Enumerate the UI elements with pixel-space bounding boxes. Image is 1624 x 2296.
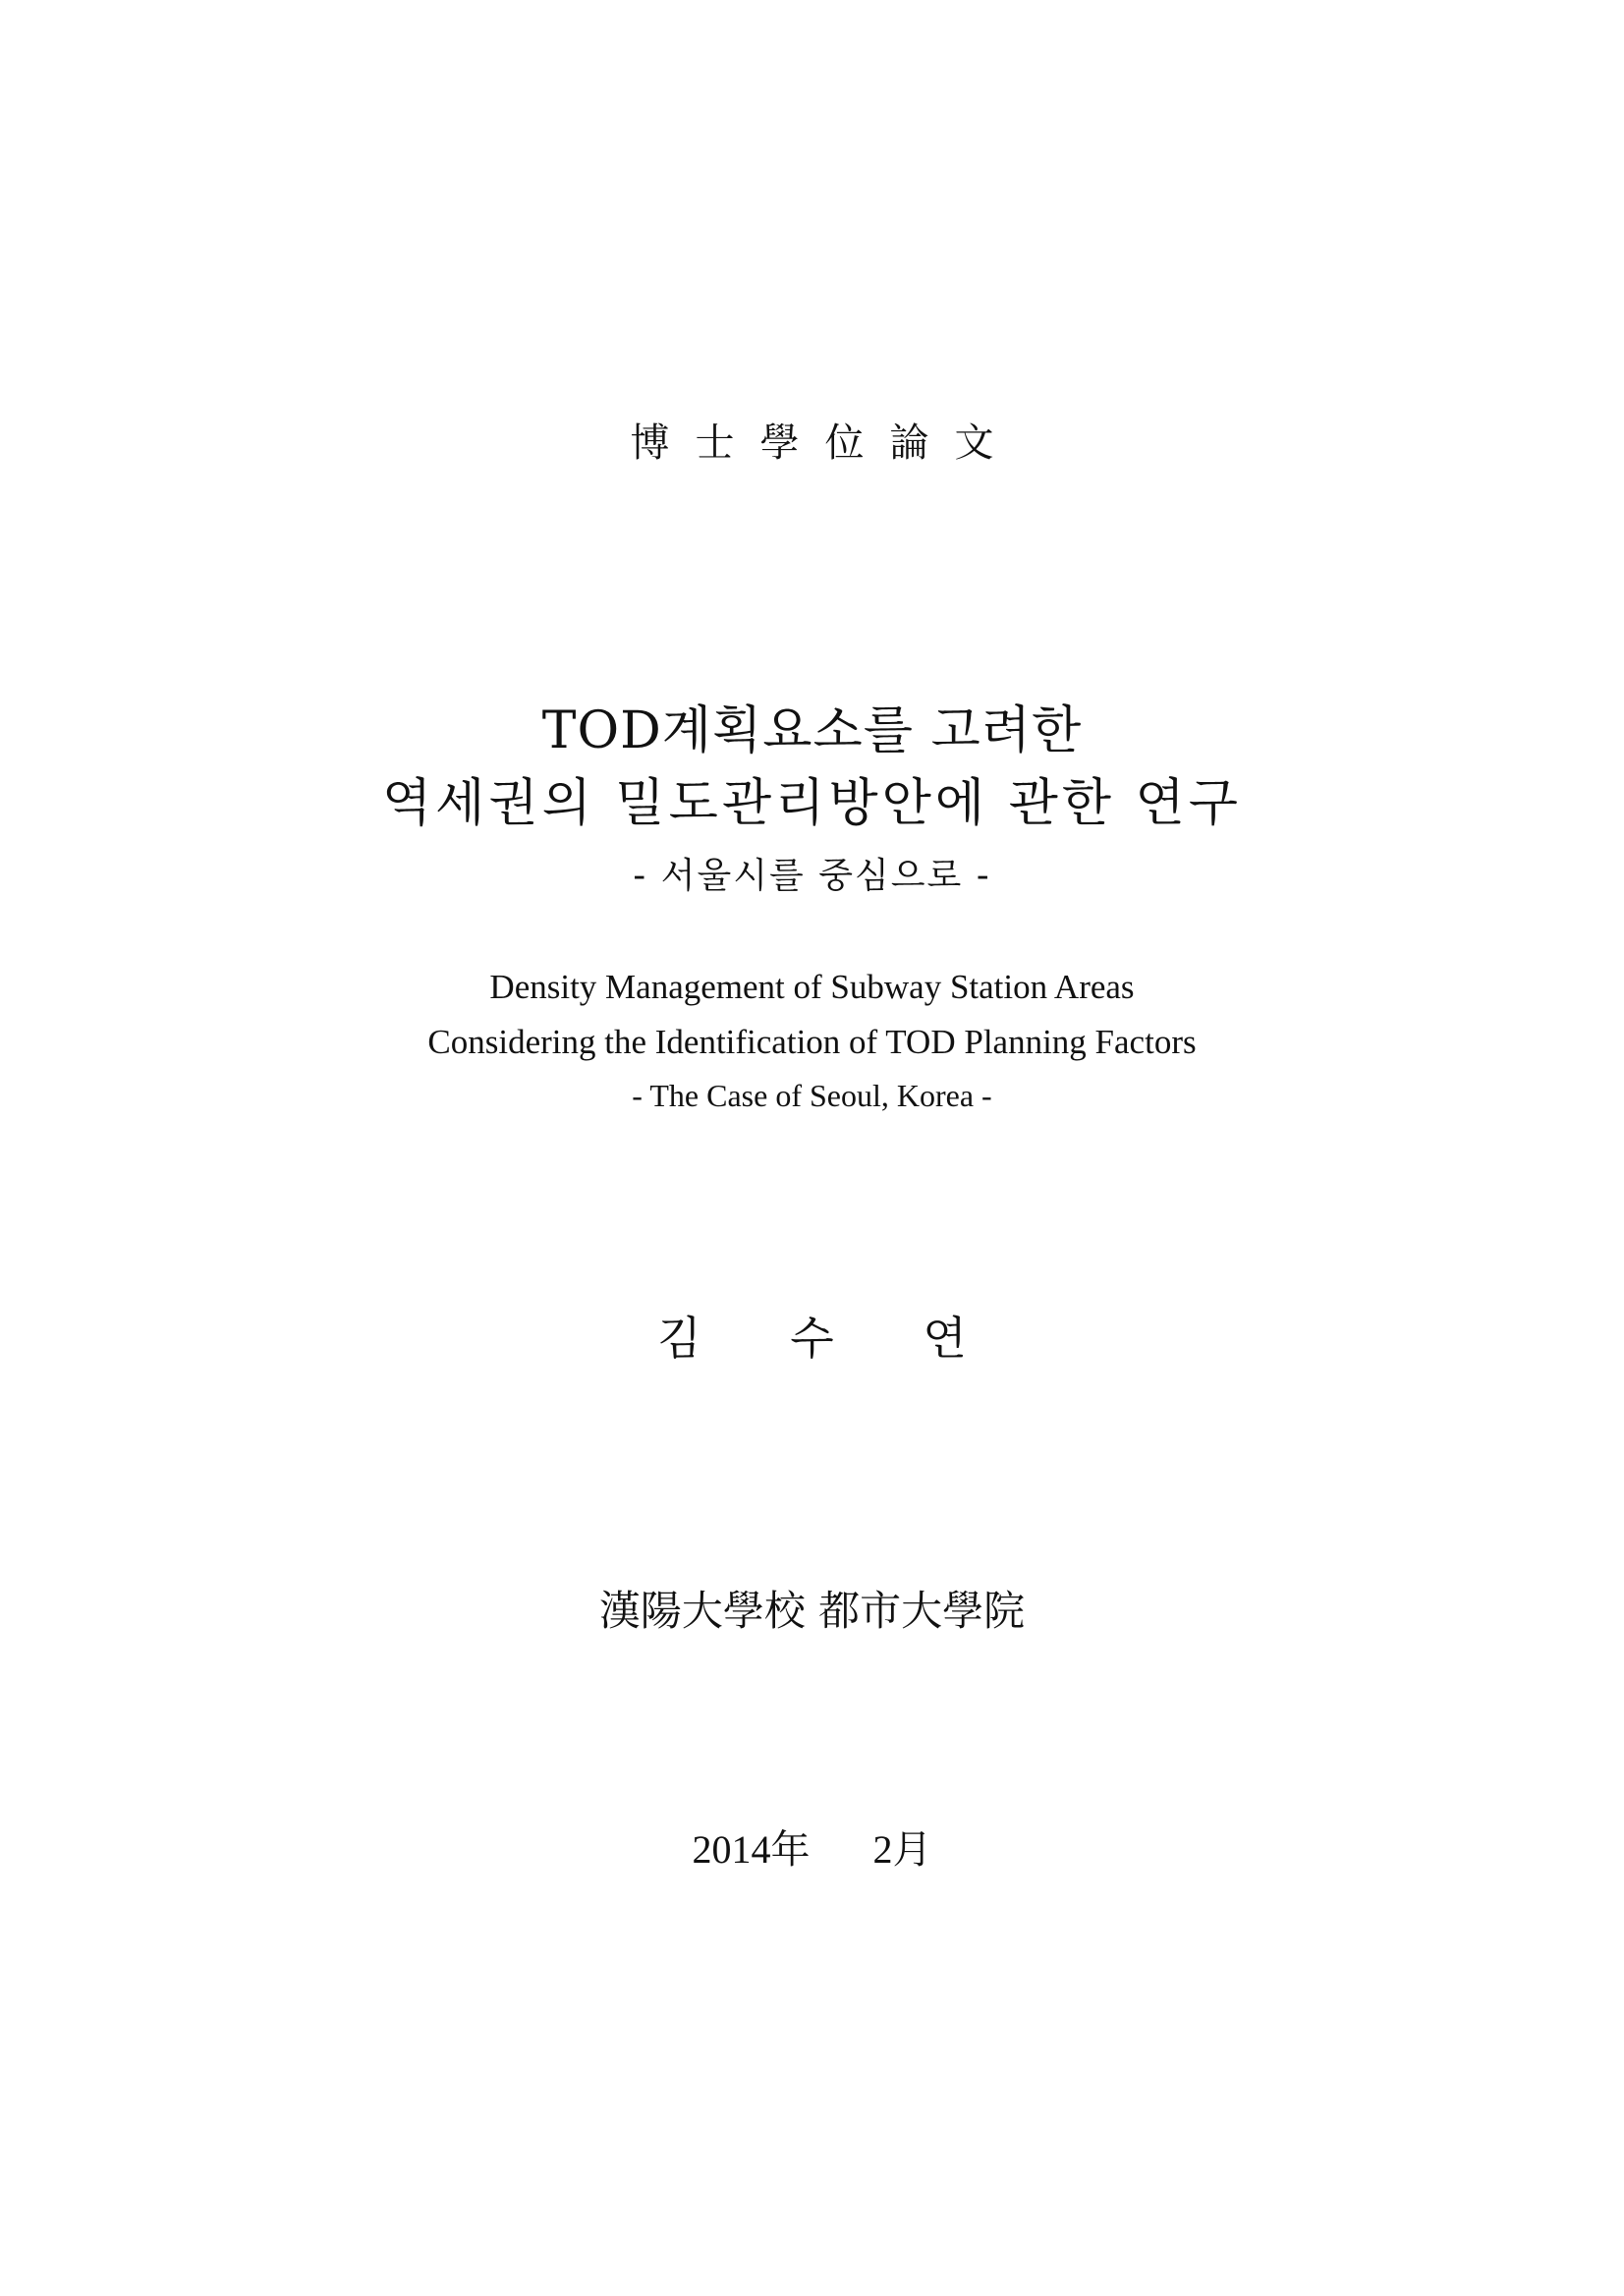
author-char-2: 수 bbox=[790, 1312, 834, 1365]
english-title-line-2: Considering the Identification of TOD Planning Factors bbox=[427, 1023, 1197, 1061]
korean-title-line-1: TOD계획요소를 고려한 bbox=[541, 701, 1083, 760]
date-month: 2月 bbox=[872, 1827, 932, 1872]
korean-subtitle: - 서울시를 중심으로 - bbox=[633, 856, 991, 896]
korean-title-line-2: 역세권의 밀도관리방안에 관한 연구 bbox=[381, 774, 1243, 833]
institution-name: 漢陽大學校 都市大學院 bbox=[598, 1587, 1026, 1635]
degree-label: 博士學位論文 bbox=[630, 420, 1020, 466]
author-char-3: 연 bbox=[923, 1312, 967, 1365]
english-subtitle: - The Case of Seoul, Korea - bbox=[632, 1078, 992, 1113]
submission-date bbox=[0, 1823, 1624, 1876]
author-char-1: 김 bbox=[657, 1312, 701, 1365]
author-name bbox=[0, 1309, 1624, 1368]
date-year: 2014年 bbox=[692, 1827, 811, 1872]
english-title-line-1: Density Management of Subway Station Areas bbox=[489, 968, 1135, 1006]
